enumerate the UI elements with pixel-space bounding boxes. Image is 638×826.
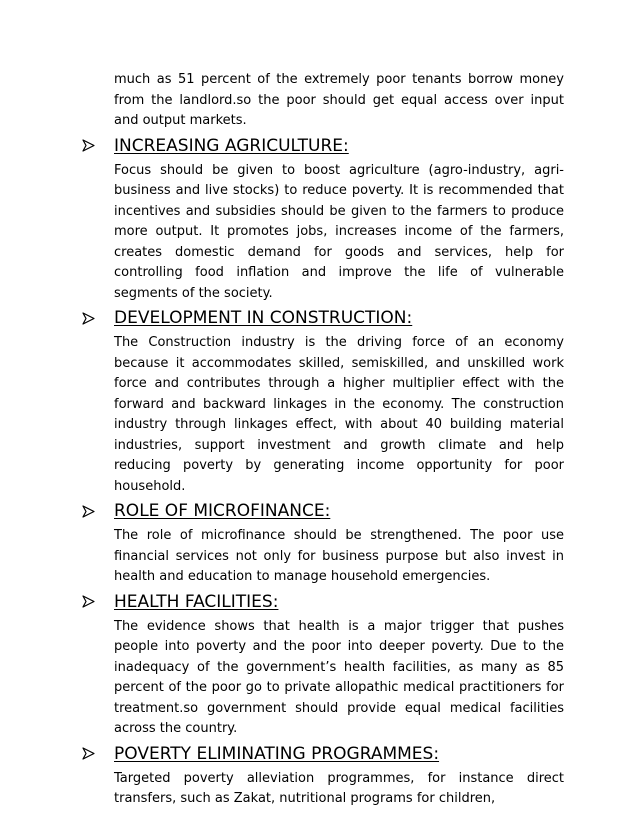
section-heading-health xyxy=(82,589,564,615)
heading-text: DEVELOPMENT IN CONSTRUCTION: xyxy=(114,308,413,328)
arrow-bullet-icon xyxy=(82,505,114,518)
section-heading-construction xyxy=(82,305,564,331)
arrow-bullet-icon xyxy=(82,747,114,760)
section-body-poverty-programmes: Targeted poverty alleviation programmes, for instance direct transfers, such as Zakat, nutritional programs for children, xyxy=(114,770,564,806)
document-content xyxy=(82,70,564,810)
section-body-microfinance: The role of microfinance should be strengthened. The poor use financial services not only for business purpose but also invest in health and education to manage household emergencies. xyxy=(114,528,564,584)
arrow-bullet-icon xyxy=(82,312,114,325)
arrow-bullet-icon xyxy=(82,595,114,608)
heading-text: HEALTH FACILITIES: xyxy=(114,591,279,612)
section-heading-microfinance xyxy=(82,498,564,524)
heading-text: INCREASING AGRICULTURE: xyxy=(114,135,349,156)
heading-text: ROLE OF MICROFINANCE: xyxy=(114,501,331,521)
intro-paragraph: much as 51 percent of the extremely poor tenants borrow money from the landlord.so the poor should get equal access over input and output markets. xyxy=(114,72,564,128)
section-body-agriculture: Focus should be given to boost agriculture (agro-industry, agri-business and live stocks) to reduce poverty. It is recommended that incentives and subsidies should be given to the farmers to produce more output. It promotes jobs, increases income of the farmers, creates domestic demand for goods and services, help for controlling food inflation and improve the life of vulnerable segments of the society. xyxy=(114,162,564,301)
section-body-health: The evidence shows that health is a major trigger that pushes people into poverty and the poor into deeper poverty. Due to the inadequacy of the government’s health facilities, as many as 85 percent of the poor go to private allopathic medical practitioners for treatment.so government should provide equal medical facilities across the country. xyxy=(114,618,564,736)
heading-text: POVERTY ELIMINATING PROGRAMMES: xyxy=(114,743,440,764)
section-heading-poverty-programmes xyxy=(82,741,564,767)
section-body-construction: The Construction industry is the driving force of an economy because it accommodates skilled, semiskilled, and unskilled work force and contributes through a higher multiplier effect with the forward and backward linkages in the economy. The construction industry through linkages effect, with about 40 building material industries, support investment and growth climate and help reducing poverty by generating income opportunity for poor household. xyxy=(114,335,564,494)
arrow-bullet-icon xyxy=(82,139,114,152)
section-heading-agriculture xyxy=(82,133,564,159)
